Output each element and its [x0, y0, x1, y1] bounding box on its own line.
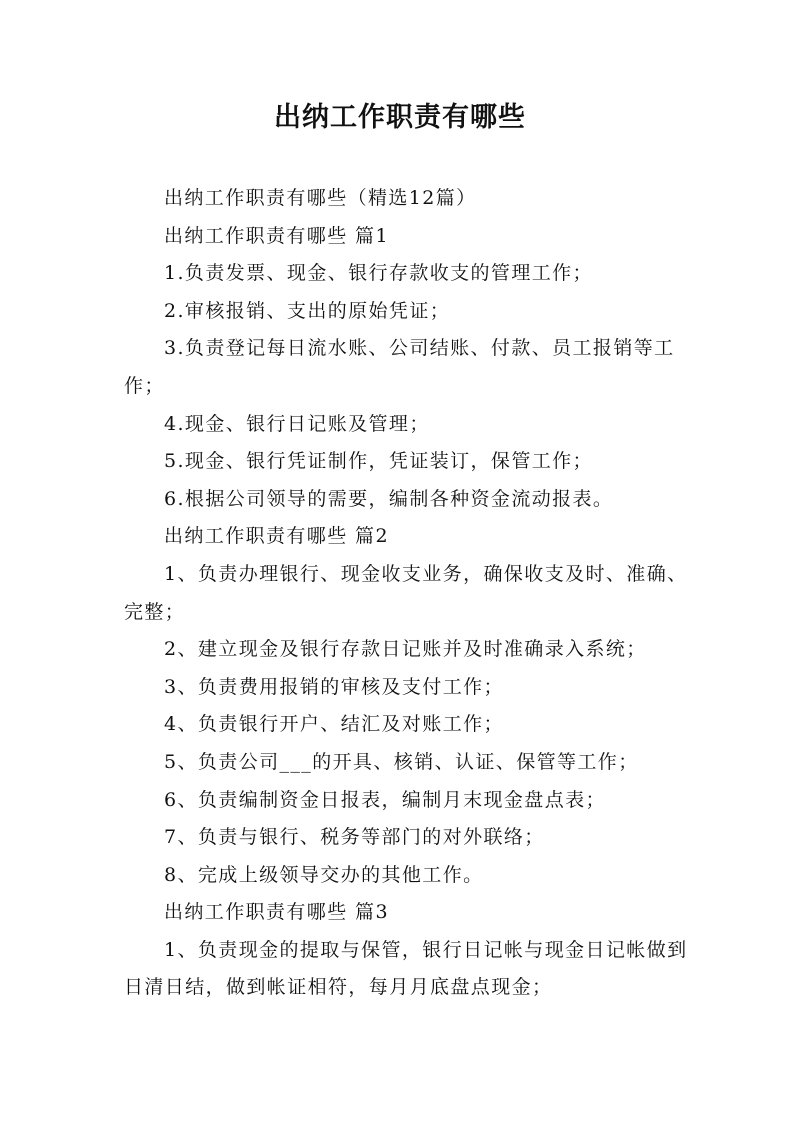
list-item: 5、负责公司___的开具、核销、认证、保管等工作； — [164, 750, 639, 773]
list-item: 7、负责与银行、税务等部门的对外联络； — [164, 826, 545, 849]
section-heading-1: 出纳工作职责有哪些 篇1 — [164, 224, 389, 247]
section-heading-3: 出纳工作职责有哪些 篇3 — [164, 901, 389, 924]
list-item: 5.现金、银行凭证制作，凭证装订，保管工作； — [164, 450, 593, 473]
document-title: 出纳工作职责有哪些 — [274, 102, 526, 133]
list-item: 4.现金、银行日记账及管理； — [164, 412, 430, 435]
list-item: 1、负责现金的提取与保管，银行日记帐与现金日记帐做到日清日结，做到帐证相符，每月月底盘点现金； — [124, 938, 688, 999]
section-heading-2: 出纳工作职责有哪些 篇2 — [164, 525, 389, 548]
list-item: 2.审核报销、支出的原始凭证； — [164, 299, 451, 322]
list-item: 3、负责费用报销的审核及支付工作； — [164, 675, 504, 698]
list-item: 6、负责编制资金日报表，编制月末现金盘点表； — [164, 788, 606, 811]
list-item: 1.负责发票、现金、银行存款收支的管理工作； — [164, 262, 593, 285]
list-item: 1、负责办理银行、现金收支业务，确保收支及时、准确、完整； — [124, 562, 688, 623]
paragraph-intro: 出纳工作职责有哪些（精选12篇） — [164, 187, 477, 209]
list-item: 4、负责银行开户、结汇及对账工作； — [164, 713, 504, 736]
list-item: 6.根据公司领导的需要，编制各种资金流动报表。 — [164, 487, 614, 510]
document-body — [124, 180, 690, 1007]
list-item: 3.负责登记每日流水账、公司结账、付款、员工报销等工作； — [124, 337, 675, 397]
list-item: 8、完成上级领导交办的其他工作。 — [164, 863, 484, 886]
list-item: 2、建立现金及银行存款日记账并及时准确录入系统； — [164, 638, 647, 661]
